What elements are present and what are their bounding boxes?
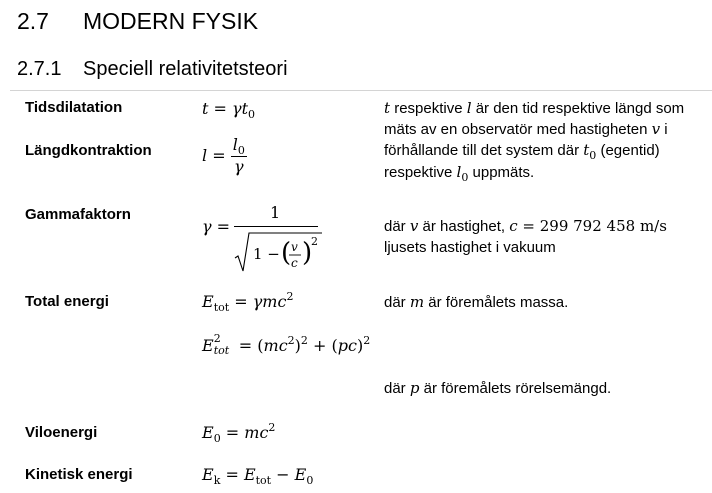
svg-text:v: v [291,240,298,254]
label-viloenergi: Viloenergi [25,424,98,441]
svg-text:c: c [291,256,298,270]
formula-kinetisk-energi: $E_k = E_{tot} - E_0$ [202,465,314,487]
label-kinetisk-energi: Kinetisk energi [25,466,133,483]
svg-text:): ) [302,238,313,268]
label-gammafaktorn: Gammafaktorn [25,206,131,223]
heading-divider [10,90,712,91]
formula-total-energi: $E_{tot} = \gamma mc^2$ [202,290,294,314]
svg-text:(: ( [281,238,292,268]
label-tidsdilatation: Tidsdilatation [25,99,123,116]
square-root-sign [234,230,324,274]
description-tid-langd: t respektive l är den tid respektive längd som mäts av en observatör med hastigheten v i förhållande till det system där $t_0$ (egentid) respektive $l_0$ uppmäts. [384,99,685,184]
description-gamma: där v är hastighet, c = 299 792 458 m/s ljusets hastighet i vakuum [384,217,667,256]
subsection-heading [17,58,288,81]
section-title: MODERN FYSIK [83,8,259,34]
subsection-title: Speciell relativitetsteori [83,58,288,80]
section-heading [17,8,258,35]
svg-text:1 −: 1 − [253,245,280,263]
formula-viloenergi: $E_0 = mc^2$ [202,421,276,445]
formula-tidsdilatation: $t = \gamma t_0$ [202,99,256,121]
formula-langdkontraktion: l = $\frac{l_0}{\gamma}$ [202,135,245,176]
label-total-energi: Total energi [25,293,109,310]
formula-energi-rorelsemangd: E 2 tot = $(mc^2)^2 + (pc)^2$ [202,332,371,357]
description-massa: där m är föremålets massa. [384,293,569,311]
subsection-number: 2.7.1 [17,58,62,80]
label-langdkontraktion: Längdkontraktion [25,142,152,159]
section-number: 2.7 [17,8,49,34]
description-rorelsemangd: där p är föremålets rörelsemängd. [384,379,612,397]
svg-text:2: 2 [311,235,318,248]
